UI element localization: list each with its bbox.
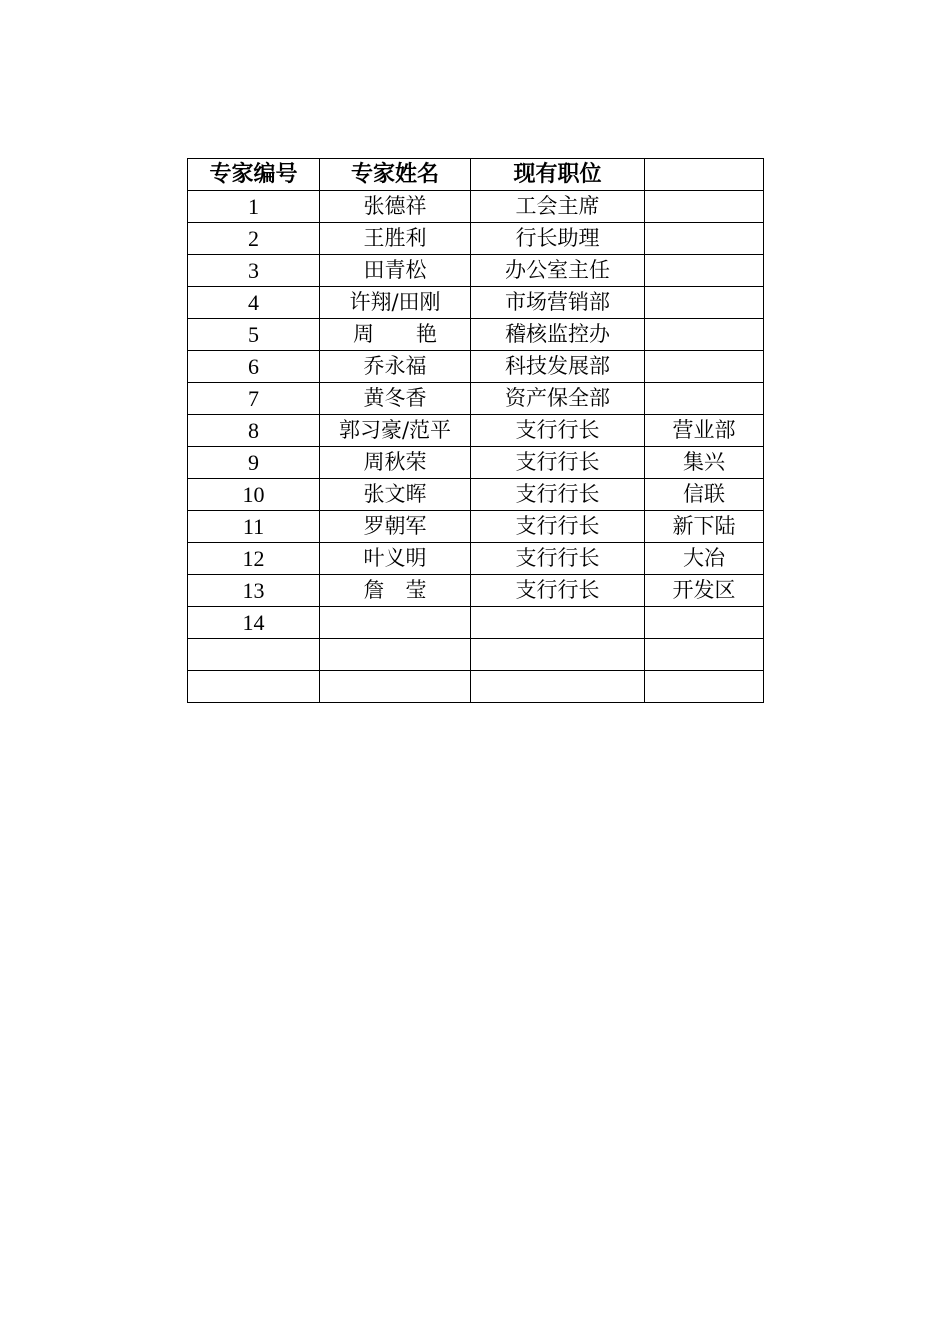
- cell-branch: [645, 607, 764, 639]
- cell-current-position: 支行行长: [471, 415, 645, 447]
- table-row: [188, 479, 764, 511]
- cell-current-position: 支行行长: [471, 575, 645, 607]
- cell-branch: [645, 671, 764, 703]
- cell-expert-name: [320, 607, 471, 639]
- table-row: [188, 575, 764, 607]
- cell-expert-id: 3: [188, 255, 320, 287]
- table-row: [188, 671, 764, 703]
- header-expert-id: 专家编号: [188, 159, 320, 191]
- cell-expert-id: 7: [188, 383, 320, 415]
- cell-branch: [645, 639, 764, 671]
- table-row: [188, 447, 764, 479]
- cell-expert-id: [188, 671, 320, 703]
- table-row: [188, 351, 764, 383]
- cell-current-position: 支行行长: [471, 479, 645, 511]
- cell-branch: 大冶: [645, 543, 764, 575]
- cell-expert-name: 黄冬香: [320, 383, 471, 415]
- cell-expert-id: 11: [188, 511, 320, 543]
- cell-branch: 营业部: [645, 415, 764, 447]
- cell-current-position: 稽核监控办: [471, 319, 645, 351]
- cell-expert-name: 罗朝军: [320, 511, 471, 543]
- cell-branch: 开发区: [645, 575, 764, 607]
- table-row: [188, 639, 764, 671]
- cell-current-position: 办公室主任: [471, 255, 645, 287]
- table-row: [188, 607, 764, 639]
- cell-branch: 信联: [645, 479, 764, 511]
- table-row: [188, 191, 764, 223]
- cell-expert-name: 叶义明: [320, 543, 471, 575]
- cell-expert-id: 8: [188, 415, 320, 447]
- cell-expert-name: 张德祥: [320, 191, 471, 223]
- header-expert-name: 专家姓名: [320, 159, 471, 191]
- cell-current-position: [471, 671, 645, 703]
- cell-expert-id: 1: [188, 191, 320, 223]
- table-row: [188, 415, 764, 447]
- cell-branch: [645, 223, 764, 255]
- cell-current-position: 支行行长: [471, 447, 645, 479]
- cell-expert-id: 6: [188, 351, 320, 383]
- cell-current-position: 工会主席: [471, 191, 645, 223]
- cell-branch: [645, 287, 764, 319]
- cell-expert-id: 2: [188, 223, 320, 255]
- cell-expert-name: 周 艳: [320, 319, 471, 351]
- cell-expert-name: 张文晖: [320, 479, 471, 511]
- cell-branch: [645, 383, 764, 415]
- cell-expert-name: [320, 671, 471, 703]
- table-row: [188, 287, 764, 319]
- cell-branch: 集兴: [645, 447, 764, 479]
- cell-expert-id: 13: [188, 575, 320, 607]
- cell-expert-id: 14: [188, 607, 320, 639]
- cell-current-position: 行长助理: [471, 223, 645, 255]
- table-row: [188, 255, 764, 287]
- cell-expert-id: 12: [188, 543, 320, 575]
- expert-table: [187, 158, 764, 703]
- header-current-position: 现有职位: [471, 159, 645, 191]
- cell-expert-id: 4: [188, 287, 320, 319]
- table-row: [188, 223, 764, 255]
- table-row: [188, 383, 764, 415]
- cell-current-position: [471, 607, 645, 639]
- expert-table-container: [187, 158, 763, 703]
- cell-expert-name: 郭习豪/范平: [320, 415, 471, 447]
- cell-expert-name: 詹 莹: [320, 575, 471, 607]
- cell-expert-name: 乔永福: [320, 351, 471, 383]
- cell-current-position: 支行行长: [471, 543, 645, 575]
- cell-branch: [645, 351, 764, 383]
- cell-branch: [645, 319, 764, 351]
- cell-current-position: 科技发展部: [471, 351, 645, 383]
- table-row: [188, 543, 764, 575]
- cell-branch: [645, 191, 764, 223]
- cell-expert-id: 10: [188, 479, 320, 511]
- cell-branch: [645, 255, 764, 287]
- cell-current-position: 支行行长: [471, 511, 645, 543]
- cell-expert-name: 许翔/田刚: [320, 287, 471, 319]
- table-row: [188, 319, 764, 351]
- cell-expert-name: 王胜利: [320, 223, 471, 255]
- cell-expert-name: 田青松: [320, 255, 471, 287]
- cell-current-position: 市场营销部: [471, 287, 645, 319]
- table-body: [188, 191, 764, 703]
- cell-branch: 新下陆: [645, 511, 764, 543]
- cell-current-position: [471, 639, 645, 671]
- cell-expert-id: [188, 639, 320, 671]
- cell-expert-name: 周秋荣: [320, 447, 471, 479]
- cell-current-position: 资产保全部: [471, 383, 645, 415]
- cell-expert-id: 5: [188, 319, 320, 351]
- cell-expert-id: 9: [188, 447, 320, 479]
- table-header-row: [188, 159, 764, 191]
- cell-expert-name: [320, 639, 471, 671]
- header-branch: [645, 159, 764, 191]
- table-row: [188, 511, 764, 543]
